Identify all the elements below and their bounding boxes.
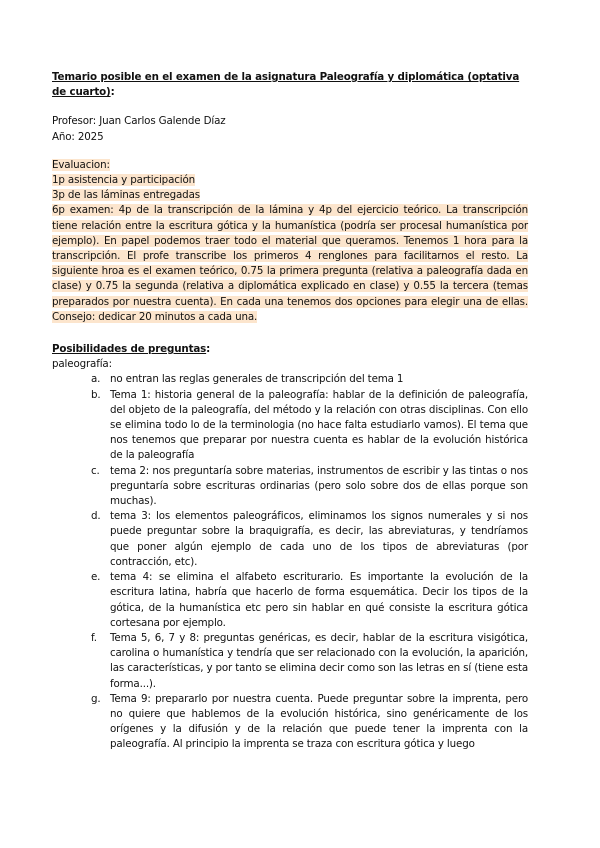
list-marker: b. (91, 388, 101, 401)
list-item-text: tema 2: nos preguntaría sobre materias, instrumentos de escribir y las tintas o nos preguntaría sobre escrituras ordinarias (pero solo sobre dos de ellas porque son muchas). (110, 464, 528, 508)
list-item (52, 570, 528, 631)
list-marker: a. (91, 373, 101, 386)
document-title-text: Temario posible en el examen de la asignatura Paleografía y diplomática (optativa de cuarto) (52, 71, 520, 99)
list-item (52, 388, 528, 464)
questions-section-title-suffix: : (206, 343, 211, 356)
list-item (52, 509, 528, 570)
document-title-suffix: : (110, 86, 115, 99)
document-title (52, 70, 528, 100)
questions-section-title (52, 342, 528, 357)
list-item (52, 464, 528, 510)
list-marker: d. (91, 510, 101, 523)
questions-list (52, 372, 528, 752)
subject-label: paleografía: (52, 358, 112, 371)
teacher-info (52, 114, 528, 144)
professor-line: Profesor: Juan Carlos Galende Díaz (52, 115, 226, 128)
evaluation-block (52, 158, 528, 325)
list-item-text: no entran las reglas generales de transcripción del tema 1 (110, 373, 404, 386)
evaluation-heading: Evaluacion: (52, 158, 110, 171)
list-item (52, 692, 528, 753)
list-item-text: Tema 9: prepararlo por nuestra cuenta. Puede preguntar sobre la imprenta, pero no quiere que hablemos de la evolución histórica, sino genéricamente de los orígenes y la difusión y de la relación que puede tener la imprenta con la paleografía. Al principio la imprenta se traza con escritura gótica y luego (110, 692, 528, 751)
evaluation-line-sheets: 3p de las láminas entregadas (52, 189, 200, 202)
questions-section-title-text: Posibilidades de preguntas (52, 343, 207, 356)
list-item (52, 631, 528, 692)
evaluation-exam-description: 6p examen: 4p de la transcripción de la lámina y 4p del ejercicio teórico. La transcripción tiene relación entre la escritura gótica y la humanística (podría ser procesal humanística por ejemplo). En papel podemos traer todo el material que queramos. Tenemos 1 hora para la transcripción. El profe transcribe los primeros 4 renglones para facilitarnos el resto. La siguiente hroa es el examen teórico, 0.75 la primera pregunta (relativa a paleografía dada en clase) y 0.75 la segunda (relativa a diplomática explicado en clase) y 0.55 la tercera (temas preparados por nuestra cuenta). En cada una tenemos dos opciones para elegir una de ellas. Consejo: dedicar 20 minutos a cada una. (52, 204, 528, 323)
list-marker: e. (91, 571, 101, 584)
evaluation-line-attendance: 1p asistencia y participación (52, 174, 195, 187)
list-marker: g. (91, 692, 101, 705)
list-marker: f. (91, 631, 97, 644)
list-marker: c. (91, 464, 100, 477)
list-item-text: Tema 1: historia general de la paleografía: hablar de la definición de paleografía, del objeto de la paleografía, del método y la relación con otras disciplinas. Con ello se elimina todo lo de la terminologia (no hace falta estudiarlo vamos). El tema que nos tenemos que preparar por nuestra cuenta es hablar de la evolución histórica de la paleografía (110, 388, 528, 462)
list-item-text: tema 3: los elementos paleográficos, eliminamos los signos numerales y si nos puede preguntar sobre la braquigrafía, es decir, las abreviaturas, y tendríamos que poner algún ejemplo de cada uno de los tipos de abreviaturas (por contracción, etc). (110, 510, 528, 568)
list-item-text: tema 4: se elimina el alfabeto escriturario. Es importante la evolución de la escritura latina, habría que hacerlo de forma esquemática. Decir los tipos de la gótica, de la humanística etc pero sin hablar en qué consiste la escritura gótica cortesana por ejemplo. (110, 571, 528, 629)
list-item-text: Tema 5, 6, 7 y 8: preguntas genéricas, es decir, hablar de la escritura visigótica, carolina o humanística y tendría que ser relacionado con la evolución, la aparición, las características, y por tanto se elimina decir como son las letras en sí (tiene esta forma...). (110, 631, 528, 690)
list-item (52, 372, 528, 387)
year-line: Año: 2025 (52, 130, 104, 143)
